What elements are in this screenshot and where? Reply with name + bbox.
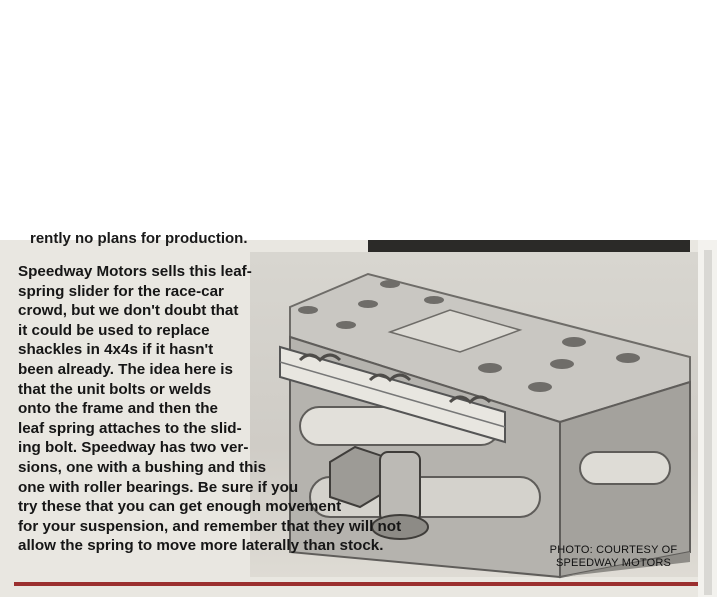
article-line: been already. The idea here is [18, 360, 233, 378]
article-line: allow the spring to move more laterally than stock. [18, 537, 384, 555]
article-line: crowd, but we don't doubt that [18, 302, 239, 320]
article-line: shackles in 4x4s if it hasn't [18, 341, 214, 359]
article-line: Speedway Motors sells this leaf- [18, 263, 252, 280]
article-line: try these that you can get enough movement [18, 498, 342, 516]
cut-off-text: rently no plans for production. [30, 230, 248, 247]
cut-off-text-line [30, 230, 250, 247]
photo-caption [536, 544, 691, 570]
article-line: it could be used to replace [18, 321, 210, 339]
article-line: leaf spring attaches to the slid- [18, 419, 242, 437]
page-edge-shadow [704, 250, 712, 595]
magazine-scan [0, 230, 717, 597]
side-slot [580, 452, 670, 484]
article-line: spring slider for the race-car [18, 282, 224, 300]
page-edge-strip [698, 240, 717, 597]
bottom-color-rule [14, 582, 698, 586]
article-line: sions, one with a bushing and this [18, 458, 267, 476]
article-body [18, 262, 401, 556]
article-line: ing bolt. Speedway has two ver- [18, 439, 249, 457]
dark-header-bar [368, 240, 690, 252]
article-line: one with roller bearings. Be sure if you [18, 478, 299, 496]
caption-line: SPEEDWAY MOTORS [555, 557, 672, 569]
article-line: for your suspension, and remember that they will not [18, 517, 402, 535]
article-line: onto the frame and then the [18, 400, 218, 418]
article-line: that the unit bolts or welds [18, 380, 212, 398]
caption-line: PHOTO: COURTESY OF [549, 544, 678, 556]
